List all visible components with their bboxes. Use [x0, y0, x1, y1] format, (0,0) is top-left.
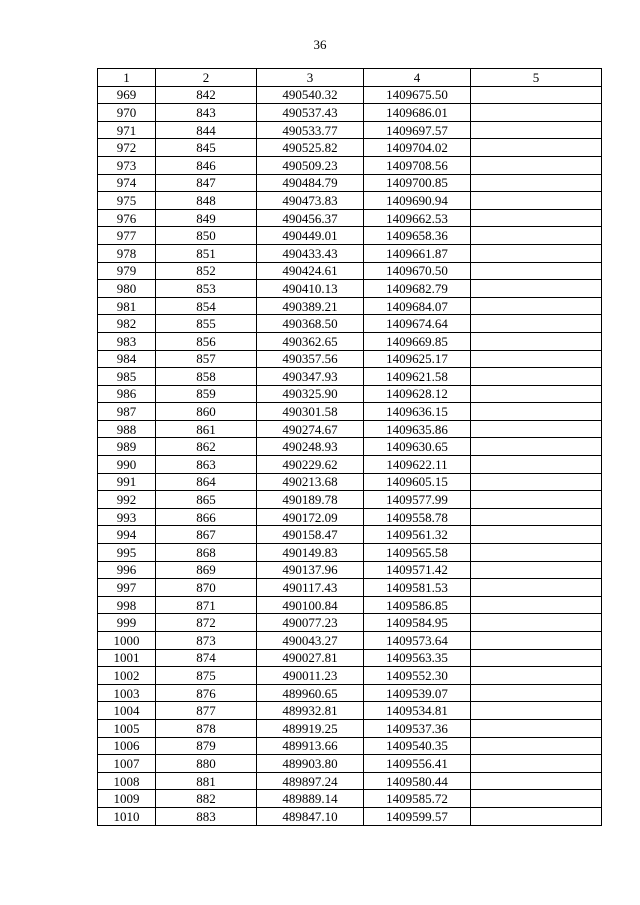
cell-col-3: 489960.65: [257, 684, 364, 702]
cell-col-2: 843: [156, 104, 257, 122]
cell-col-3: 490473.83: [257, 192, 364, 210]
table-row: [98, 139, 602, 157]
cell-col-4: 1409675.50: [364, 86, 471, 104]
cell-col-1: 982: [98, 315, 156, 333]
cell-col-3: 490357.56: [257, 350, 364, 368]
cell-col-4: 1409684.07: [364, 297, 471, 315]
table-row: [98, 209, 602, 227]
cell-col-3: 490525.82: [257, 139, 364, 157]
cell-col-5: [471, 508, 602, 526]
cell-col-2: 852: [156, 262, 257, 280]
cell-col-1: 993: [98, 508, 156, 526]
table-row: [98, 332, 602, 350]
cell-col-4: 1409539.07: [364, 684, 471, 702]
cell-col-1: 1002: [98, 667, 156, 685]
cell-col-4: 1409573.64: [364, 632, 471, 650]
cell-col-5: [471, 561, 602, 579]
cell-col-1: 974: [98, 174, 156, 192]
table-row: [98, 227, 602, 245]
cell-col-1: 973: [98, 156, 156, 174]
cell-col-1: 979: [98, 262, 156, 280]
cell-col-4: 1409561.32: [364, 526, 471, 544]
column-header-2: 2: [156, 69, 257, 87]
cell-col-3: 490368.50: [257, 315, 364, 333]
cell-col-3: 490137.96: [257, 561, 364, 579]
table-row: [98, 86, 602, 104]
cell-col-4: 1409636.15: [364, 403, 471, 421]
cell-col-1: 1006: [98, 737, 156, 755]
table-row: [98, 614, 602, 632]
cell-col-3: 489897.24: [257, 772, 364, 790]
table-row: [98, 368, 602, 386]
cell-col-3: 490410.13: [257, 280, 364, 298]
cell-col-3: 490424.61: [257, 262, 364, 280]
table-row: [98, 104, 602, 122]
table-row: [98, 649, 602, 667]
cell-col-5: [471, 790, 602, 808]
cell-col-1: 996: [98, 561, 156, 579]
cell-col-1: 971: [98, 121, 156, 139]
table-row: [98, 192, 602, 210]
cell-col-3: 490043.27: [257, 632, 364, 650]
cell-col-2: 842: [156, 86, 257, 104]
table-row: [98, 579, 602, 597]
cell-col-4: 1409628.12: [364, 385, 471, 403]
table-row: [98, 244, 602, 262]
column-header-5: 5: [471, 69, 602, 87]
cell-col-3: 490537.43: [257, 104, 364, 122]
cell-col-2: 847: [156, 174, 257, 192]
cell-col-1: 997: [98, 579, 156, 597]
table-row: [98, 280, 602, 298]
table-row: [98, 315, 602, 333]
cell-col-1: 1000: [98, 632, 156, 650]
cell-col-2: 877: [156, 702, 257, 720]
cell-col-5: [471, 702, 602, 720]
cell-col-3: 489919.25: [257, 719, 364, 737]
cell-col-2: 871: [156, 596, 257, 614]
cell-col-2: 880: [156, 755, 257, 773]
cell-col-5: [471, 385, 602, 403]
cell-col-3: 490509.23: [257, 156, 364, 174]
cell-col-4: 1409690.94: [364, 192, 471, 210]
cell-col-4: 1409552.30: [364, 667, 471, 685]
cell-col-3: 490229.62: [257, 456, 364, 474]
cell-col-5: [471, 632, 602, 650]
cell-col-4: 1409563.35: [364, 649, 471, 667]
cell-col-4: 1409704.02: [364, 139, 471, 157]
cell-col-3: 490449.01: [257, 227, 364, 245]
cell-col-1: 976: [98, 209, 156, 227]
cell-col-2: 870: [156, 579, 257, 597]
cell-col-5: [471, 438, 602, 456]
table-row: [98, 544, 602, 562]
cell-col-1: 988: [98, 420, 156, 438]
cell-col-5: [471, 614, 602, 632]
cell-col-5: [471, 755, 602, 773]
cell-col-4: 1409621.58: [364, 368, 471, 386]
cell-col-3: 489889.14: [257, 790, 364, 808]
cell-col-2: 853: [156, 280, 257, 298]
cell-col-2: 866: [156, 508, 257, 526]
cell-col-1: 994: [98, 526, 156, 544]
column-header-3: 3: [257, 69, 364, 87]
table-row: [98, 719, 602, 737]
cell-col-4: 1409708.56: [364, 156, 471, 174]
table-row: [98, 632, 602, 650]
cell-col-4: 1409585.72: [364, 790, 471, 808]
cell-col-5: [471, 139, 602, 157]
cell-col-1: 986: [98, 385, 156, 403]
cell-col-2: 854: [156, 297, 257, 315]
cell-col-2: 873: [156, 632, 257, 650]
table-row: [98, 473, 602, 491]
cell-col-1: 981: [98, 297, 156, 315]
cell-col-3: 490301.58: [257, 403, 364, 421]
cell-col-5: [471, 121, 602, 139]
cell-col-2: 881: [156, 772, 257, 790]
cell-col-4: 1409599.57: [364, 807, 471, 825]
cell-col-4: 1409658.36: [364, 227, 471, 245]
cell-col-1: 972: [98, 139, 156, 157]
cell-col-3: 490027.81: [257, 649, 364, 667]
cell-col-3: 490362.65: [257, 332, 364, 350]
cell-col-2: 865: [156, 491, 257, 509]
cell-col-3: 490433.43: [257, 244, 364, 262]
cell-col-2: 862: [156, 438, 257, 456]
cell-col-4: 1409540.35: [364, 737, 471, 755]
cell-col-3: 490347.93: [257, 368, 364, 386]
table-row: [98, 790, 602, 808]
cell-col-5: [471, 544, 602, 562]
cell-col-1: 991: [98, 473, 156, 491]
cell-col-1: 992: [98, 491, 156, 509]
cell-col-5: [471, 473, 602, 491]
cell-col-5: [471, 807, 602, 825]
cell-col-2: 876: [156, 684, 257, 702]
page-number: 36: [313, 37, 327, 52]
cell-col-4: 1409565.58: [364, 544, 471, 562]
table-row: [98, 596, 602, 614]
table-row: [98, 772, 602, 790]
cell-col-1: 998: [98, 596, 156, 614]
cell-col-4: 1409558.78: [364, 508, 471, 526]
cell-col-1: 978: [98, 244, 156, 262]
cell-col-3: 490325.90: [257, 385, 364, 403]
cell-col-3: 490011.23: [257, 667, 364, 685]
cell-col-4: 1409577.99: [364, 491, 471, 509]
cell-col-5: [471, 227, 602, 245]
cell-col-5: [471, 104, 602, 122]
cell-col-4: 1409556.41: [364, 755, 471, 773]
cell-col-1: 1004: [98, 702, 156, 720]
cell-col-4: 1409622.11: [364, 456, 471, 474]
cell-col-1: 983: [98, 332, 156, 350]
cell-col-4: 1409669.85: [364, 332, 471, 350]
table-row: [98, 174, 602, 192]
cell-col-2: 882: [156, 790, 257, 808]
cell-col-1: 999: [98, 614, 156, 632]
cell-col-5: [471, 526, 602, 544]
cell-col-2: 867: [156, 526, 257, 544]
cell-col-4: 1409674.64: [364, 315, 471, 333]
table-row: [98, 385, 602, 403]
table-row: [98, 156, 602, 174]
cell-col-3: 490213.68: [257, 473, 364, 491]
cell-col-4: 1409534.81: [364, 702, 471, 720]
cell-col-4: 1409630.65: [364, 438, 471, 456]
cell-col-2: 879: [156, 737, 257, 755]
table-row: [98, 702, 602, 720]
cell-col-5: [471, 174, 602, 192]
cell-col-3: 489932.81: [257, 702, 364, 720]
cell-col-5: [471, 456, 602, 474]
cell-col-5: [471, 156, 602, 174]
cell-col-3: 490484.79: [257, 174, 364, 192]
cell-col-5: [471, 737, 602, 755]
cell-col-1: 1005: [98, 719, 156, 737]
cell-col-3: 489913.66: [257, 737, 364, 755]
cell-col-2: 859: [156, 385, 257, 403]
cell-col-1: 984: [98, 350, 156, 368]
cell-col-4: 1409571.42: [364, 561, 471, 579]
cell-col-2: 846: [156, 156, 257, 174]
cell-col-5: [471, 350, 602, 368]
cell-col-2: 850: [156, 227, 257, 245]
cell-col-1: 975: [98, 192, 156, 210]
cell-col-2: 851: [156, 244, 257, 262]
cell-col-2: 864: [156, 473, 257, 491]
column-header-1: 1: [98, 69, 156, 87]
coordinates-table: [97, 68, 602, 826]
cell-col-4: 1409686.01: [364, 104, 471, 122]
table-row: [98, 561, 602, 579]
table-row: [98, 755, 602, 773]
table-row: [98, 297, 602, 315]
table-row: [98, 737, 602, 755]
cell-col-4: 1409700.85: [364, 174, 471, 192]
cell-col-2: 874: [156, 649, 257, 667]
cell-col-2: 858: [156, 368, 257, 386]
cell-col-2: 860: [156, 403, 257, 421]
table-row: [98, 667, 602, 685]
cell-col-1: 989: [98, 438, 156, 456]
cell-col-2: 861: [156, 420, 257, 438]
cell-col-5: [471, 719, 602, 737]
table-row: [98, 420, 602, 438]
cell-col-4: 1409670.50: [364, 262, 471, 280]
cell-col-1: 1001: [98, 649, 156, 667]
cell-col-1: 1010: [98, 807, 156, 825]
cell-col-3: 490158.47: [257, 526, 364, 544]
cell-col-4: 1409537.36: [364, 719, 471, 737]
cell-col-1: 1008: [98, 772, 156, 790]
cell-col-4: 1409697.57: [364, 121, 471, 139]
cell-col-4: 1409580.44: [364, 772, 471, 790]
cell-col-3: 489847.10: [257, 807, 364, 825]
cell-col-4: 1409661.87: [364, 244, 471, 262]
cell-col-5: [471, 667, 602, 685]
cell-col-2: 868: [156, 544, 257, 562]
cell-col-5: [471, 86, 602, 104]
table-row: [98, 262, 602, 280]
cell-col-2: 844: [156, 121, 257, 139]
cell-col-2: 869: [156, 561, 257, 579]
cell-col-1: 987: [98, 403, 156, 421]
header-row: [98, 69, 602, 87]
table-row: [98, 526, 602, 544]
cell-col-3: 490077.23: [257, 614, 364, 632]
cell-col-1: 969: [98, 86, 156, 104]
cell-col-2: 848: [156, 192, 257, 210]
cell-col-5: [471, 368, 602, 386]
cell-col-2: 856: [156, 332, 257, 350]
cell-col-4: 1409605.15: [364, 473, 471, 491]
cell-col-5: [471, 772, 602, 790]
cell-col-5: [471, 192, 602, 210]
cell-col-5: [471, 684, 602, 702]
cell-col-5: [471, 280, 602, 298]
cell-col-5: [471, 332, 602, 350]
cell-col-3: 490248.93: [257, 438, 364, 456]
table-body: [98, 86, 602, 825]
table-row: [98, 684, 602, 702]
cell-col-2: 883: [156, 807, 257, 825]
cell-col-3: 490100.84: [257, 596, 364, 614]
table-row: [98, 403, 602, 421]
cell-col-1: 990: [98, 456, 156, 474]
column-header-4: 4: [364, 69, 471, 87]
cell-col-5: [471, 244, 602, 262]
cell-col-3: 490117.43: [257, 579, 364, 597]
cell-col-5: [471, 403, 602, 421]
cell-col-3: 490149.83: [257, 544, 364, 562]
table-row: [98, 491, 602, 509]
cell-col-2: 875: [156, 667, 257, 685]
cell-col-2: 872: [156, 614, 257, 632]
cell-col-1: 1007: [98, 755, 156, 773]
cell-col-3: 490274.67: [257, 420, 364, 438]
cell-col-2: 845: [156, 139, 257, 157]
cell-col-5: [471, 596, 602, 614]
cell-col-3: 490389.21: [257, 297, 364, 315]
cell-col-4: 1409584.95: [364, 614, 471, 632]
cell-col-3: 490172.09: [257, 508, 364, 526]
cell-col-2: 863: [156, 456, 257, 474]
cell-col-5: [471, 649, 602, 667]
cell-col-4: 1409586.85: [364, 596, 471, 614]
table-row: [98, 456, 602, 474]
cell-col-3: 490456.37: [257, 209, 364, 227]
cell-col-2: 855: [156, 315, 257, 333]
table-row: [98, 438, 602, 456]
cell-col-1: 1009: [98, 790, 156, 808]
cell-col-5: [471, 315, 602, 333]
cell-col-3: 489903.80: [257, 755, 364, 773]
cell-col-3: 490540.32: [257, 86, 364, 104]
cell-col-1: 995: [98, 544, 156, 562]
cell-col-1: 985: [98, 368, 156, 386]
cell-col-1: 1003: [98, 684, 156, 702]
cell-col-5: [471, 209, 602, 227]
cell-col-5: [471, 491, 602, 509]
table-row: [98, 121, 602, 139]
cell-col-4: 1409662.53: [364, 209, 471, 227]
cell-col-5: [471, 420, 602, 438]
table-row: [98, 508, 602, 526]
cell-col-3: 490533.77: [257, 121, 364, 139]
cell-col-4: 1409635.86: [364, 420, 471, 438]
table-header: [98, 69, 602, 87]
cell-col-1: 980: [98, 280, 156, 298]
cell-col-4: 1409625.17: [364, 350, 471, 368]
table-row: [98, 807, 602, 825]
cell-col-1: 977: [98, 227, 156, 245]
cell-col-5: [471, 297, 602, 315]
cell-col-2: 849: [156, 209, 257, 227]
cell-col-4: 1409682.79: [364, 280, 471, 298]
table-row: [98, 350, 602, 368]
cell-col-2: 878: [156, 719, 257, 737]
cell-col-5: [471, 262, 602, 280]
cell-col-4: 1409581.53: [364, 579, 471, 597]
cell-col-2: 857: [156, 350, 257, 368]
cell-col-5: [471, 579, 602, 597]
cell-col-3: 490189.78: [257, 491, 364, 509]
cell-col-1: 970: [98, 104, 156, 122]
